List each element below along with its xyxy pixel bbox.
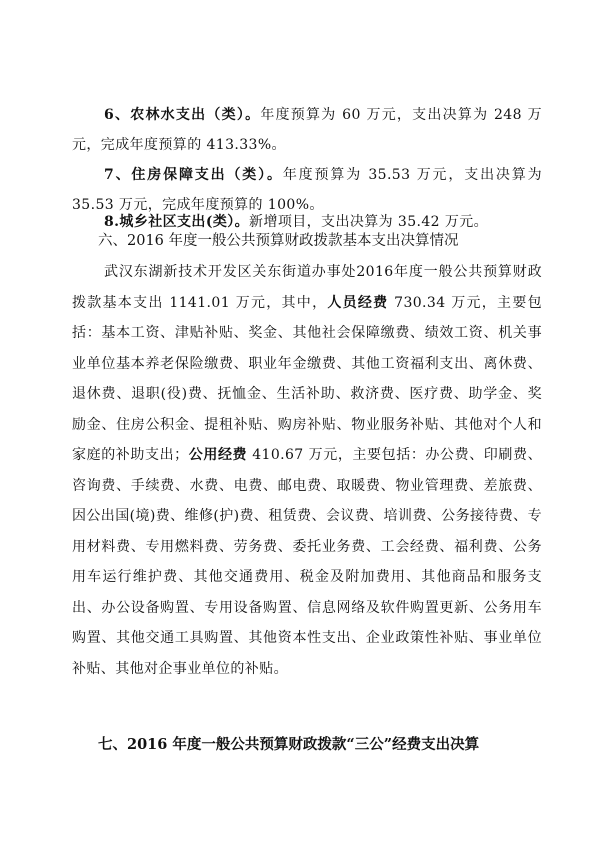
item6-title: 6、农林水支出（类）。 [104,107,261,123]
personnel-label: 人员经费 [327,294,389,311]
paragraph-item6 [72,100,542,160]
item6-text: 年度预算为 60 万元，支出决算为 248 万元，完成年度预算的 413.33%。 [72,107,543,153]
section-heading-6: 六、2016 年度一般公共预算财政拨款基本支出决算情况 [98,233,459,249]
item7-title: 7、住房保障支出（类）。 [104,167,283,183]
section-heading-7: 七、2016 年度一般公共预算财政拨款“三公”经费支出决算 [98,736,480,753]
item8-title: 8.城乡社区支出(类）。 [104,214,250,230]
item7-text: 年度预算为 35.53 万元，支出决算为 35.53 万元，完成年度预算的 100%。 [72,167,542,213]
paragraph-item8 [72,211,542,233]
personnel-text: 730.34 万元，主要包括：基本工资、津贴补贴、奖金、其他社会保障缴费、绩效工资、机关事业单位基本养老保险缴费、职业年金缴费、其他工资福利支出、离休费、退休费、退职(役)费、抚恤金、生活补助、救济费、医疗费、助学金、奖励金、住房公积金、提租补贴、购房补贴、物业服务补贴、其他对个人和家庭的补助支出； [72,294,542,463]
item8-text: 新增项目，支出决算为 35.42 万元。 [249,214,489,230]
public-label: 公用经费 [188,447,248,463]
paragraph-basic-expenditure [72,257,542,684]
public-text: 410.67 万元，主要包括：办公费、印刷费、咨询费、手续费、水费、电费、邮电费、取暖费、物业管理费、差旅费、因公出国(境)费、维修(护)费、租赁费、会议费、培训费、公务接待费、专用材料费、专用燃料费、劳务费、委托业务费、工会经费、福利费、公务用车运行维护费、其他交通费用、税金及附加费用、其他商品和服务支出、办公设备购置、专用设备购置、信息网络及软件购置更新、公务用车购置、其他交通工具购置、其他资本性支出、企业政策性补贴、事业单位补贴、其他对企事业单位的补贴。 [72,447,542,677]
basic-intro: 武汉东湖新技术开发区关东街道办事处2016年度一般公共预算财政拨款基本支出 1141.01 万元，其中， [72,264,542,311]
